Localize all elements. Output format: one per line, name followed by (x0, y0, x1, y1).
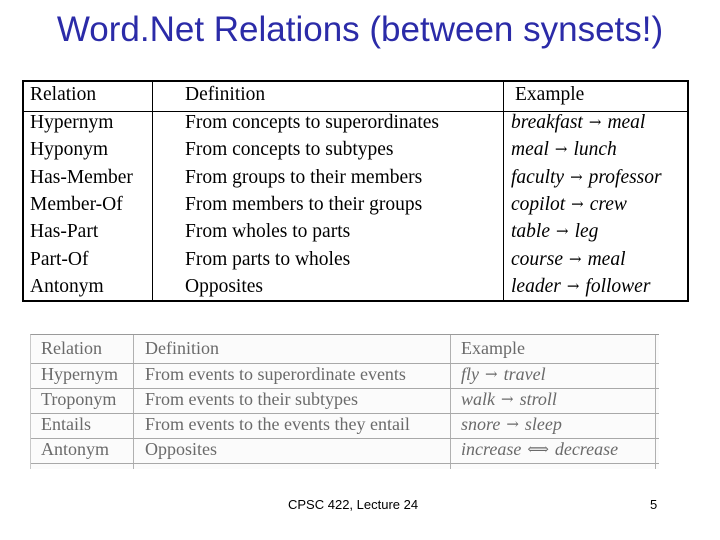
example-to: crew (589, 193, 627, 215)
relation-cell: Part-Of (30, 248, 89, 270)
header-example: Example (461, 338, 525, 358)
header-definition: Definition (145, 338, 219, 358)
header-definition: Definition (185, 84, 266, 105)
example-from: table (511, 221, 550, 243)
definition-cell: Opposites (185, 275, 263, 297)
header-example: Example (515, 84, 585, 105)
noun-relations-table (22, 80, 689, 302)
example-to: meal (587, 248, 626, 270)
arrow-icon: → (506, 415, 519, 433)
definition-cell: From events to superordinate events (145, 364, 406, 384)
example-from: course (511, 248, 563, 270)
table-header-row (31, 338, 659, 363)
slide-title: Word.Net Relations (between synsets!) (56, 10, 664, 49)
example-from: walk (461, 389, 495, 409)
header-relation: Relation (30, 84, 97, 105)
example-from: copilot (511, 193, 566, 215)
example-cell (461, 439, 618, 460)
definition-cell: From groups to their members (185, 166, 423, 188)
table-header-row (24, 84, 687, 111)
table-row (31, 389, 659, 414)
table-row (24, 139, 687, 166)
example-to: travel (503, 364, 546, 384)
definition-cell: Opposites (145, 439, 217, 459)
arrow-icon: → (556, 222, 569, 241)
arrow-icon: → (570, 167, 583, 186)
definition-cell: From members to their groups (185, 193, 423, 215)
page-number: 5 (650, 497, 658, 512)
example-from: snore (461, 414, 501, 434)
arrow-icon: → (501, 390, 514, 408)
relation-cell: Entails (41, 414, 91, 434)
relation-cell: Hypernym (30, 112, 114, 133)
example-from: fly (461, 364, 479, 384)
header-relation: Relation (41, 338, 102, 358)
example-from: breakfast (511, 112, 583, 133)
example-to: decrease (554, 439, 619, 459)
example-cell (511, 139, 617, 161)
definition-cell: From concepts to subtypes (185, 139, 394, 161)
definition-cell: From events to the events they entail (145, 414, 410, 434)
example-to: meal (607, 112, 646, 133)
definition-cell: From parts to wholes (185, 248, 351, 270)
example-cell (511, 167, 662, 189)
table-row (31, 364, 659, 389)
example-cell (511, 249, 625, 271)
example-cell (461, 414, 562, 435)
example-cell (511, 112, 645, 134)
arrow-icon: → (569, 249, 582, 268)
example-from: leader (511, 275, 561, 297)
relation-cell: Antonym (30, 275, 104, 297)
example-cell (511, 276, 650, 298)
example-from: meal (511, 139, 549, 161)
double-arrow-icon: ⟺ (527, 440, 549, 458)
example-cell (461, 389, 557, 410)
relation-cell: Hyponym (30, 139, 108, 161)
example-to: follower (585, 275, 651, 297)
example-from: increase (461, 439, 522, 459)
table-row (31, 439, 659, 464)
relation-cell: Member-Of (30, 193, 123, 215)
arrow-icon: → (566, 276, 580, 295)
table-row (31, 414, 659, 439)
table-row (24, 167, 687, 194)
relation-cell: Troponym (41, 389, 117, 409)
example-to: professor (588, 166, 662, 188)
table-row (24, 194, 687, 221)
example-cell (461, 364, 546, 385)
arrow-icon: → (571, 194, 584, 213)
example-to: stroll (519, 389, 557, 409)
example-cell (511, 194, 627, 216)
table-row (24, 221, 687, 248)
definition-cell: From concepts to superordinates (185, 112, 439, 133)
example-cell (511, 221, 598, 243)
arrow-icon: → (554, 140, 568, 159)
relation-cell: Hypernym (41, 364, 118, 384)
example-to: leg (574, 221, 599, 243)
relation-cell: Has-Part (30, 221, 99, 243)
table-row (24, 276, 687, 303)
example-from: faculty (511, 166, 565, 188)
verb-relations-table (30, 334, 659, 469)
definition-cell: From events to their subtypes (145, 389, 358, 409)
relation-cell: Antonym (41, 439, 110, 459)
example-to: lunch (573, 139, 617, 161)
definition-cell: From wholes to parts (185, 221, 351, 243)
footer-lecture: CPSC 422, Lecture 24 (288, 497, 419, 512)
relation-cell: Has-Member (30, 166, 133, 188)
table-row (24, 112, 687, 139)
example-to: sleep (524, 414, 562, 434)
arrow-icon: → (485, 365, 498, 383)
table-row (24, 249, 687, 276)
arrow-icon: → (588, 113, 602, 131)
